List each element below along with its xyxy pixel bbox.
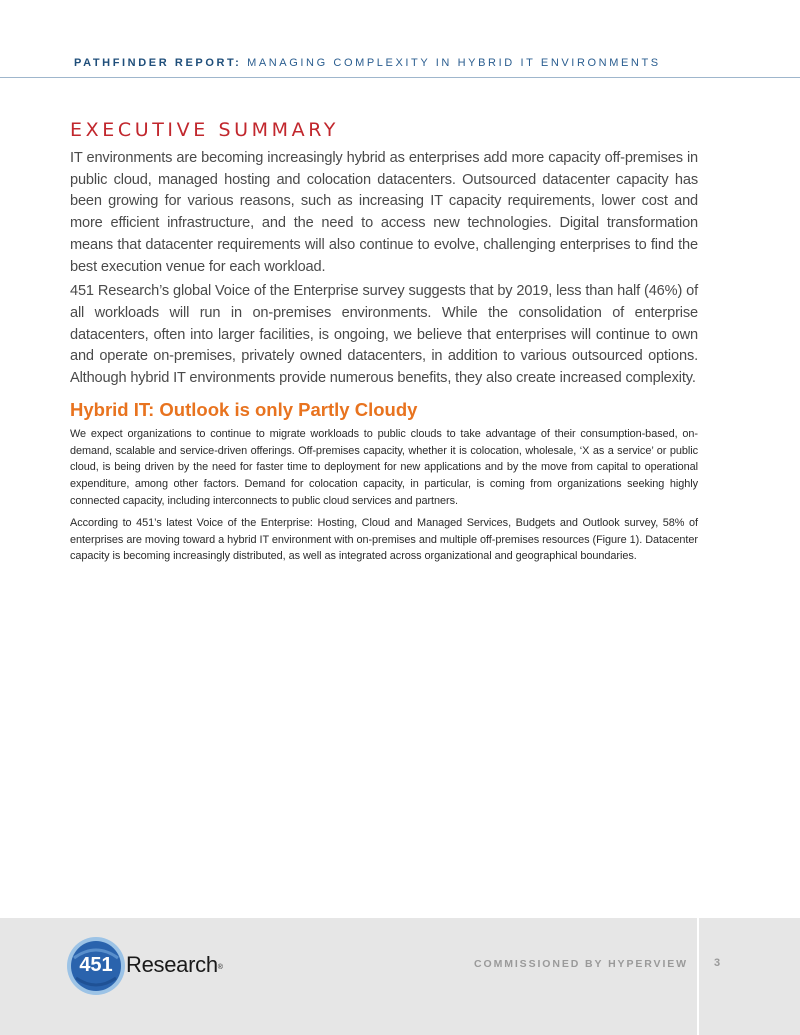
report-header: [0, 0, 800, 78]
logo-word: Research: [126, 952, 218, 977]
commissioned-by: COMMISSIONED BY HYPERVIEW: [474, 958, 688, 970]
report-title: MANAGING COMPLEXITY IN HYBRID IT ENVIRONMENTS: [247, 57, 661, 69]
executive-summary-paragraph: IT environments are becoming increasingly hybrid as enterprises add more capacity off-premises in public cloud, managed hosting and colocation datacenters. Outsourced datacenter capacity has been growing for various reasons, such as increasing IT capacity requirements, lower cost and more efficient infrastructure, and the need to access new technologies. Digital transformation means that datacenter requirements will also continue to evolve, challenging enterprises to find the best execution venue for each workload.: [70, 150, 698, 275]
registered-mark: ®: [217, 964, 223, 971]
hybrid-it-title: Hybrid IT: Outlook is only Partly Cloudy: [70, 398, 418, 420]
logo-number: 451: [79, 954, 113, 976]
report-label: PATHFINDER REPORT:: [74, 57, 242, 69]
executive-summary-paragraph: 451 Research’s global Voice of the Enterprise survey suggests that by 2019, less than half (46%) of all workloads will run in on-premises environments. While the consolidation of enterprise datacenters, often into larger facilities, is ongoing, we believe that enterprises will continue to own and operate on-premises, privately owned datacenters, in addition to various outsourced options. Although hybrid IT environments provide numerous benefits, they also create increased complexity.: [70, 283, 698, 387]
report-footer: [0, 918, 800, 1035]
hybrid-it-paragraph: We expect organizations to continue to migrate workloads to public clouds to take advantage of their consumption-based, on-demand, scalable and service-driven offerings. Off-premises capacity, whether it is colocation, wholesale, ‘X as a service’ or public cloud, is being driven by the need for faster time to deployment for new applications and by the move from capital to operational expenditure, among other factors. Demand for colocation capacity, in particular, is coming from organizations seeking highly connected capacity, including interconnects to public cloud services and partners.: [70, 427, 698, 507]
footer-divider: [697, 918, 699, 1035]
page-number: 3: [713, 957, 721, 969]
logo-wordmark: [126, 952, 223, 978]
main-content: [70, 116, 698, 565]
header-text: [74, 57, 661, 69]
header-divider: [0, 77, 800, 78]
executive-summary-title: EXECUTIVE SUMMARY: [70, 119, 339, 141]
hybrid-it-paragraph: According to 451’s latest Voice of the Enterprise: Hosting, Cloud and Managed Services, Budgets and Outlook survey, 58% of enterprises are moving toward a hybrid IT environment with on-premises and multiple off-premises resources (Figure 1). Datacenter capacity is becoming increasingly distributed, as well as integrated across organizational and geographical boundaries.: [70, 516, 698, 563]
451-research-logo: [66, 936, 236, 996]
